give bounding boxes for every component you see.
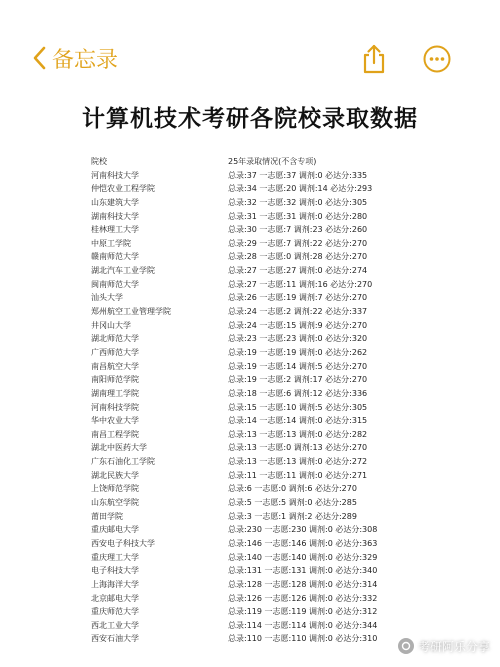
admission-stats: 总录:6 一志愿:0 调剂:6 必达分:270	[228, 484, 357, 494]
admission-stats: 总录:23 一志愿:23 调剂:0 必达分:320	[228, 334, 368, 344]
admission-stats: 总录:24 一志愿:15 调剂:9 必达分:270	[228, 320, 368, 330]
school-name: 湖南科技大学	[91, 211, 139, 221]
admission-stats: 总录:37 一志愿:37 调剂:0 必达分:335	[228, 170, 368, 180]
admission-stats: 总录:28 一志愿:0 调剂:28 必达分:270	[228, 252, 368, 262]
table-row	[91, 210, 391, 224]
table-row	[91, 441, 391, 455]
table-row	[91, 619, 391, 633]
back-button[interactable]	[32, 40, 118, 76]
table-row	[91, 455, 391, 469]
table-row	[91, 332, 391, 346]
school-name: 湖北中医药大学	[91, 443, 147, 453]
school-name: 南昌工程学院	[91, 429, 139, 439]
admission-stats: 总录:27 一志愿:27 调剂:0 必达分:274	[228, 266, 368, 276]
admission-stats: 总录:230 一志愿:230 调剂:0 必达分:308	[228, 525, 378, 535]
admission-stats: 总录:13 一志愿:0 调剂:13 必达分:270	[228, 443, 368, 453]
admission-stats: 总录:24 一志愿:2 调剂:22 必达分:337	[228, 307, 368, 317]
admission-stats: 总录:114 一志愿:114 调剂:0 必达分:344	[228, 620, 378, 630]
admission-stats: 总录:140 一志愿:140 调剂:0 必达分:329	[228, 552, 378, 562]
admission-stats: 总录:27 一志愿:11 调剂:16 必达分:270	[228, 279, 373, 289]
table-row	[91, 346, 391, 360]
chevron-left-icon	[32, 46, 46, 70]
school-name: 广东石油化工学院	[91, 457, 155, 467]
admission-stats: 总录:13 一志愿:13 调剂:0 必达分:282	[228, 429, 368, 439]
school-name: 郑州航空工业管理学院	[91, 307, 171, 317]
school-name: 西安电子科技大学	[91, 538, 155, 548]
table-row	[91, 196, 391, 210]
table-row	[91, 537, 391, 551]
admission-stats: 总录:19 一志愿:19 调剂:0 必达分:262	[228, 347, 368, 357]
admission-stats: 总录:126 一志愿:126 调剂:0 必达分:332	[228, 593, 378, 603]
school-name: 重庆邮电大学	[91, 525, 139, 535]
table-row	[91, 264, 391, 278]
admission-stats: 总录:5 一志愿:5 调剂:0 必达分:285	[228, 498, 357, 508]
table-row	[91, 414, 391, 428]
table-row	[91, 482, 391, 496]
school-name: 中原工学院	[91, 238, 131, 248]
table-row	[91, 360, 391, 374]
note-title: 计算机技术考研各院校录取数据	[82, 106, 418, 132]
admission-stats: 总录:32 一志愿:32 调剂:0 必达分:305	[228, 197, 368, 207]
school-name: 华中农业大学	[91, 416, 139, 426]
admission-stats: 总录:19 一志愿:2 调剂:17 必达分:270	[228, 375, 368, 385]
admission-table	[91, 155, 391, 646]
admission-stats: 总录:18 一志愿:6 调剂:12 必达分:336	[228, 388, 368, 398]
school-name: 山东航空学院	[91, 498, 139, 508]
watermark-text: 考研阿乐分享	[417, 639, 490, 654]
school-name: 广西师范大学	[91, 347, 139, 357]
school-name: 南昌航空大学	[91, 361, 139, 371]
table-header-row	[91, 155, 391, 169]
admission-stats: 总录:15 一志愿:10 调剂:5 必达分:305	[228, 402, 368, 412]
admission-stats: 总录:19 一志愿:14 调剂:5 必达分:270	[228, 361, 368, 371]
admission-stats: 总录:3 一志愿:1 调剂:2 必达分:289	[228, 511, 357, 521]
table-row	[91, 401, 391, 415]
more-options-icon[interactable]	[423, 45, 451, 73]
table-row	[91, 387, 391, 401]
column-header-admission: 25年录取情况(不含专项)	[228, 157, 317, 166]
table-row	[91, 169, 391, 183]
watermark	[398, 635, 490, 657]
back-label: 备忘录	[52, 47, 119, 73]
school-name: 湖北汽车工业学院	[91, 266, 155, 276]
school-name: 上饶师范学院	[91, 484, 139, 494]
admission-stats: 总录:26 一志愿:19 调剂:7 必达分:270	[228, 293, 368, 303]
school-name: 重庆理工大学	[91, 552, 139, 562]
school-name: 赣南师范大学	[91, 252, 139, 262]
navigation-bar	[0, 0, 500, 90]
school-name: 山东建筑大学	[91, 197, 139, 207]
school-name: 闽南师范大学	[91, 279, 139, 289]
table-row	[91, 496, 391, 510]
school-name: 河南科技学院	[91, 402, 139, 412]
admission-stats: 总录:13 一志愿:13 调剂:0 必达分:272	[228, 457, 368, 467]
school-name: 西安石油大学	[91, 634, 139, 644]
admission-stats: 总录:131 一志愿:131 调剂:0 必达分:340	[228, 566, 378, 576]
school-name: 湖南理工学院	[91, 388, 139, 398]
school-name: 北京邮电大学	[91, 593, 139, 603]
table-row	[91, 373, 391, 387]
watermark-logo-icon	[398, 638, 414, 654]
admission-stats: 总录:34 一志愿:20 调剂:14 必达分:293	[228, 184, 373, 194]
school-name: 河南科技大学	[91, 170, 139, 180]
table-row	[91, 223, 391, 237]
admission-stats: 总录:14 一志愿:14 调剂:0 必达分:315	[228, 416, 368, 426]
admission-stats: 总录:128 一志愿:128 调剂:0 必达分:314	[228, 579, 378, 589]
table-row	[91, 551, 391, 565]
school-name: 湖北师范大学	[91, 334, 139, 344]
admission-stats: 总录:11 一志愿:11 调剂:0 必达分:271	[228, 470, 368, 480]
school-name: 湖北民族大学	[91, 470, 139, 480]
share-icon[interactable]	[360, 44, 388, 74]
table-row	[91, 250, 391, 264]
table-row	[91, 592, 391, 606]
school-name: 电子科技大学	[91, 566, 139, 576]
table-row	[91, 605, 391, 619]
school-name: 桂林理工大学	[91, 225, 139, 235]
table-row	[91, 564, 391, 578]
table-row	[91, 291, 391, 305]
table-row	[91, 578, 391, 592]
school-name: 西北工业大学	[91, 620, 139, 630]
table-row	[91, 278, 391, 292]
school-name: 仲恺农业工程学院	[91, 184, 155, 194]
table-row	[91, 469, 391, 483]
admission-stats: 总录:30 一志愿:7 调剂:23 必达分:260	[228, 225, 368, 235]
admission-stats: 总录:31 一志愿:31 调剂:0 必达分:280	[228, 211, 368, 221]
admission-stats: 总录:146 一志愿:146 调剂:0 必达分:363	[228, 538, 378, 548]
table-row	[91, 428, 391, 442]
table-row	[91, 510, 391, 524]
school-name: 莆田学院	[91, 511, 123, 521]
school-name: 上海海洋大学	[91, 579, 139, 589]
admission-stats: 总录:119 一志愿:119 调剂:0 必达分:312	[228, 607, 378, 617]
school-name: 汕头大学	[91, 293, 123, 303]
table-row	[91, 632, 391, 646]
table-row	[91, 305, 391, 319]
admission-stats: 总录:29 一志愿:7 调剂:22 必达分:270	[228, 238, 368, 248]
table-row	[91, 237, 391, 251]
school-name: 南阳师范学院	[91, 375, 139, 385]
table-row	[91, 319, 391, 333]
table-row	[91, 182, 391, 196]
admission-stats: 总录:110 一志愿:110 调剂:0 必达分:310	[228, 634, 378, 644]
school-name: 井冈山大学	[91, 320, 131, 330]
table-row	[91, 523, 391, 537]
column-header-school: 院校	[91, 157, 107, 166]
school-name: 重庆师范大学	[91, 607, 139, 617]
